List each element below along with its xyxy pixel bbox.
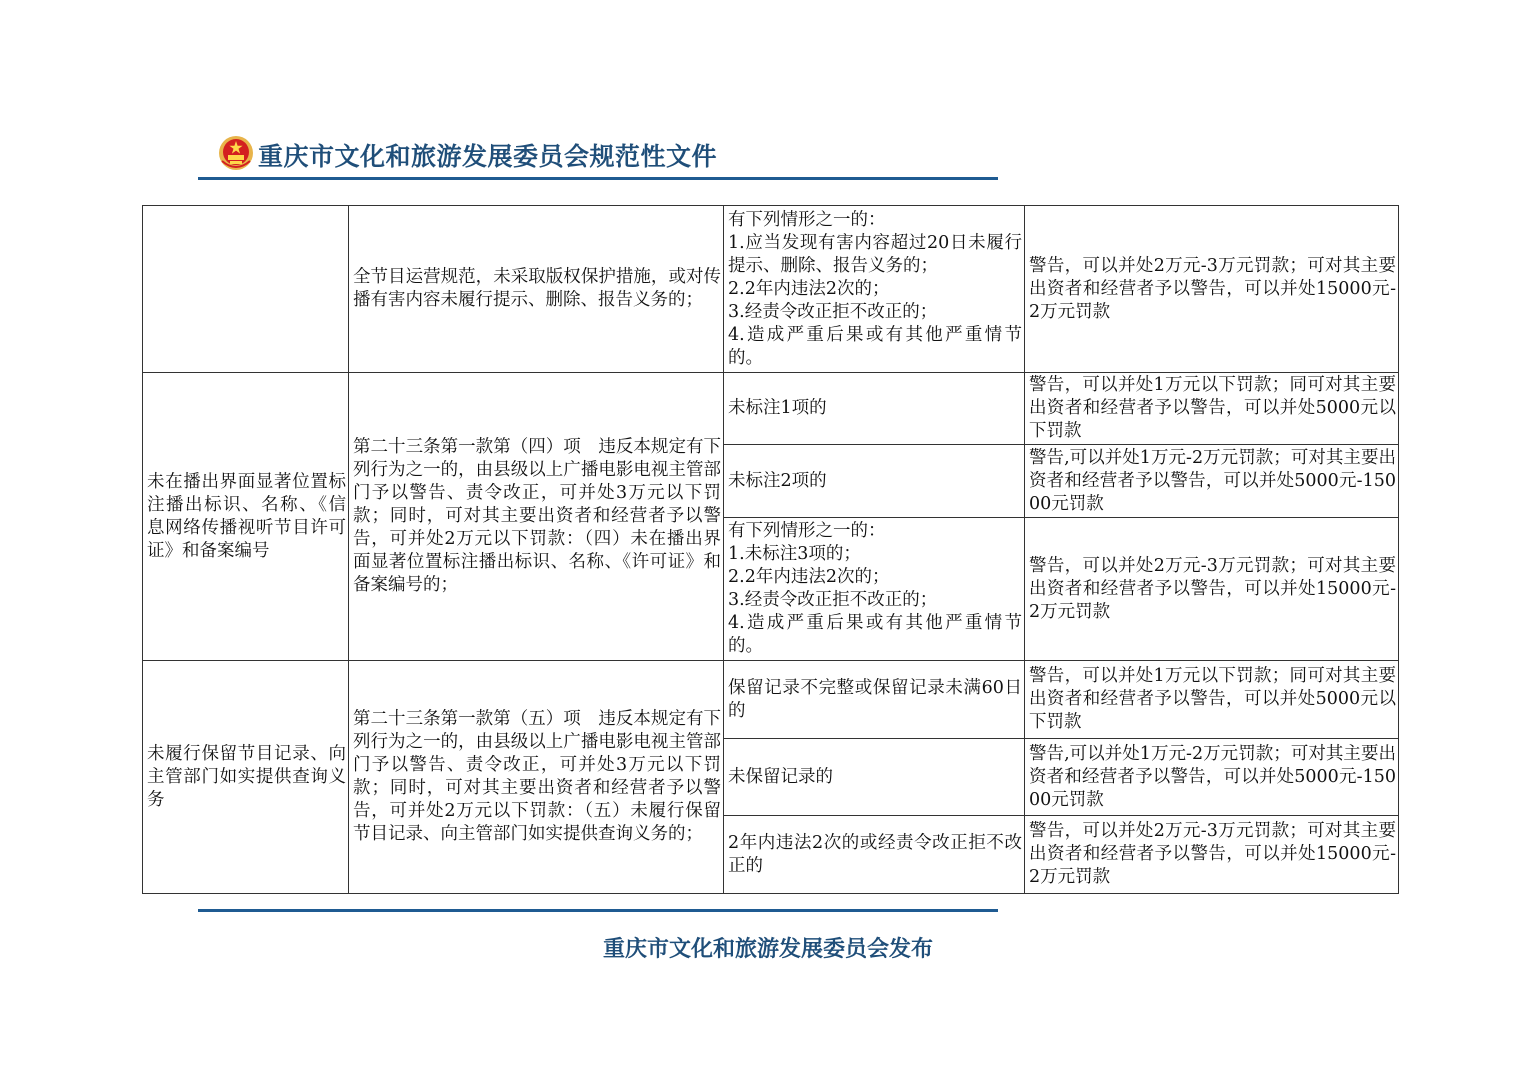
circumstance-cell: 未标注1项的 — [724, 373, 1025, 445]
violation-cell — [143, 206, 349, 373]
national-emblem-icon — [218, 135, 254, 171]
header-divider — [198, 177, 998, 180]
penalty-cell: 警告,可以并处1万元-2万元罚款；可对其主要出资者和经营者予以警告，可以并处5000元-15000元罚款 — [1025, 739, 1399, 816]
circumstance-cell: 有下列情形之一的： 1.未标注3项的； 2.2年内违法2次的； 3.经责令改正拒不改正的； 4.造成严重后果或有其他严重情节的。 — [724, 518, 1025, 661]
footer-title: 重庆市文化和旅游发展委员会发布 — [603, 936, 934, 962]
circumstance-cell: 保留记录不完整或保留记录未满60日的 — [724, 661, 1025, 739]
penalty-cell: 警告，可以并处2万元-3万元罚款；可对其主要出资者和经营者予以警告，可以并处15000元-2万元罚款 — [1025, 518, 1399, 661]
legal-basis-cell: 第二十三条第一款第（四）项 违反本规定有下列行为之一的，由县级以上广播电影电视主管部门予以警告、责令改正，可并处3万元以下罚款；同时，可对其主要出资者和经营者予以警告，可并处2万元以下罚款：（四）未在播出界面显著位置标注播出标识、名称、《许可证》和备案编号的； — [349, 373, 724, 661]
circumstance-cell: 有下列情形之一的： 1.应当发现有害内容超过20日未履行提示、删除、报告义务的； 2.2年内违法2次的； 3.经责令改正拒不改正的； 4.造成严重后果或有其他严重情节的。 — [724, 206, 1025, 373]
penalty-cell: 警告，可以并处1万元以下罚款；同可对其主要出资者和经营者予以警告，可以并处5000元以下罚款 — [1025, 373, 1399, 445]
table-row — [143, 661, 1399, 739]
table-row — [143, 373, 1399, 445]
penalty-cell: 警告，可以并处1万元以下罚款；同可对其主要出资者和经营者予以警告，可以并处5000元以下罚款 — [1025, 661, 1399, 739]
circumstance-cell: 2年内违法2次的或经责令改正拒不改正的 — [724, 816, 1025, 894]
violation-cell: 未在播出界面显著位置标注播出标识、名称、《信息网络传播视听节目许可证》和备案编号 — [143, 373, 349, 661]
footer-divider — [198, 909, 998, 912]
document-header — [218, 133, 998, 177]
legal-basis-cell: 全节目运营规范，未采取版权保护措施，或对传播有害内容未履行提示、删除、报告义务的； — [349, 206, 724, 373]
penalty-cell: 警告,可以并处1万元-2万元罚款；可对其主要出资者和经营者予以警告，可以并处5000元-15000元罚款 — [1025, 445, 1399, 518]
circumstance-cell: 未保留记录的 — [724, 739, 1025, 816]
table-row — [143, 206, 1399, 373]
penalty-table — [142, 205, 1399, 894]
penalty-cell: 警告，可以并处2万元-3万元罚款；可对其主要出资者和经营者予以警告，可以并处15000元-2万元罚款 — [1025, 816, 1399, 894]
violation-cell: 未履行保留节目记录、向主管部门如实提供查询义务 — [143, 661, 349, 894]
circumstance-cell: 未标注2项的 — [724, 445, 1025, 518]
legal-basis-cell: 第二十三条第一款第（五）项 违反本规定有下列行为之一的，由县级以上广播电影电视主管部门予以警告、责令改正，可并处3万元以下罚款；同时，可对其主要出资者和经营者予以警告，可并处2万元以下罚款：（五）未履行保留节目记录、向主管部门如实提供查询义务的； — [349, 661, 724, 894]
penalty-cell: 警告，可以并处2万元-3万元罚款；可对其主要出资者和经营者予以警告，可以并处15000元-2万元罚款 — [1025, 206, 1399, 373]
header-title: 重庆市文化和旅游发展委员会规范性文件 — [258, 142, 718, 171]
